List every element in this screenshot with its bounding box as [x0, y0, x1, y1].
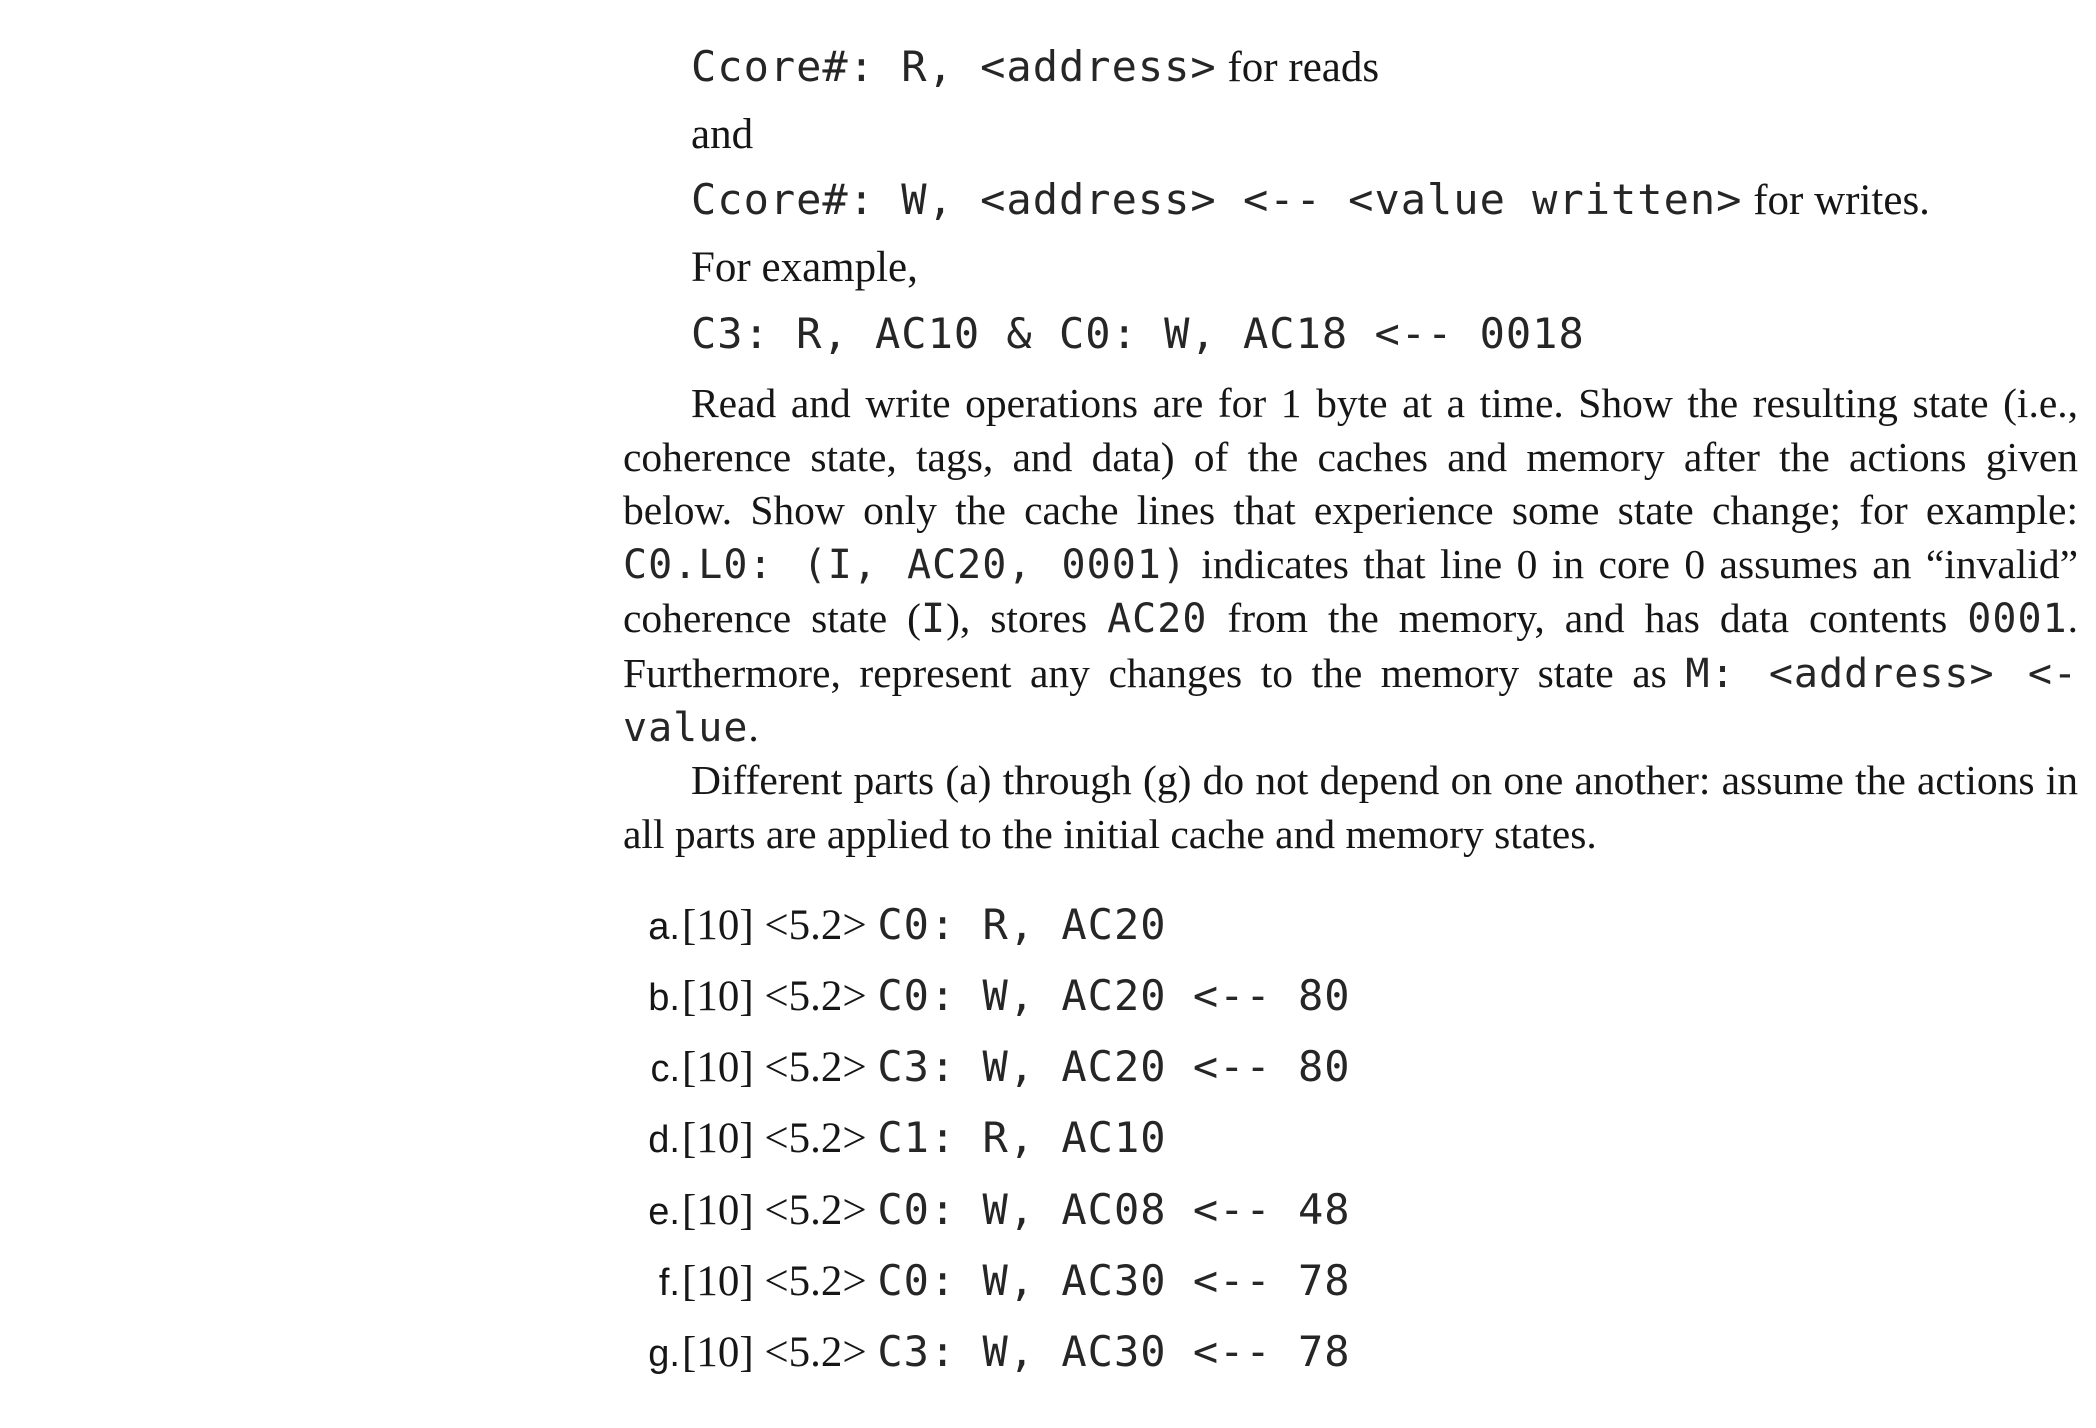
instructions-code-memory: M: <address> <- value — [623, 650, 2079, 751]
exercise-part — [620, 1327, 1351, 1376]
independence-paragraph: Different parts (a) through (g) do not depend on one another: assume the actions in all parts are applied to the initial cache and memory states. — [623, 757, 2078, 857]
part-letter: a. — [648, 906, 680, 948]
example-code: C3: R, AC10 & C0: W, AC18 <-- 0018 — [691, 309, 1585, 358]
part-points-section: [10] <5.2> — [682, 973, 867, 1020]
part-points-section: [10] <5.2> — [682, 1329, 867, 1376]
instructions-text-1: Read and write operations are for 1 byte at a time. Show the resulting state (i.e., coherence state, tags, and data) of the caches and memory after the actions given below. Show only the cache lines that experience some state change; for example: — [623, 380, 2078, 533]
part-action-code: C3: W, AC20 <-- 80 — [877, 1042, 1351, 1091]
example-label-line — [691, 246, 918, 289]
part-letter: f. — [658, 1262, 680, 1304]
instructions-code-data: 0001 — [1967, 596, 2068, 642]
part-points-section: [10] <5.2> — [682, 1187, 867, 1234]
and-line — [691, 113, 753, 156]
write-notation-code: Ccore#: W, <address> <-- <value written> — [691, 175, 1743, 224]
instructions-text-5: . Furthermore, represent any changes to the memory state as — [623, 595, 2078, 696]
part-action-code: C0: W, AC08 <-- 48 — [877, 1185, 1351, 1234]
part-points-section: [10] <5.2> — [682, 1044, 867, 1091]
exercise-part — [620, 1113, 1167, 1162]
read-notation-code: Ccore#: R, <address> — [691, 42, 1217, 91]
part-letter: g. — [648, 1333, 680, 1375]
exercise-part — [620, 971, 1351, 1020]
exercise-part — [620, 1042, 1351, 1091]
exercise-part — [620, 900, 1167, 949]
exercise-part — [620, 1185, 1351, 1234]
exercise-part — [620, 1256, 1351, 1305]
read-notation-line — [691, 42, 1380, 91]
instructions-text-4: from the memory, and has data contents — [1207, 595, 1968, 641]
part-action-code: C0: R, AC20 — [877, 900, 1167, 949]
write-notation-line — [691, 175, 1930, 224]
part-letter: c. — [650, 1048, 680, 1090]
and-text: and — [691, 111, 754, 158]
instructions-text-3: ), stores — [946, 595, 1108, 641]
part-letter: b. — [648, 977, 680, 1019]
part-points-section: [10] <5.2> — [682, 1115, 867, 1162]
read-notation-text: for reads — [1216, 44, 1380, 91]
part-action-code: C0: W, AC20 <-- 80 — [877, 971, 1351, 1020]
instructions-code-tag: AC20 — [1107, 596, 1208, 642]
write-notation-text: for writes. — [1742, 177, 1930, 224]
part-action-code: C3: W, AC30 <-- 78 — [877, 1327, 1351, 1376]
instructions-text-6: . — [748, 704, 759, 750]
part-points-section: [10] <5.2> — [682, 902, 867, 949]
part-action-code: C0: W, AC30 <-- 78 — [877, 1256, 1351, 1305]
example-label: For example, — [691, 244, 918, 291]
part-letter: d. — [648, 1119, 680, 1161]
part-points-section: [10] <5.2> — [682, 1258, 867, 1305]
instructions-text-2: indicates that line 0 in core 0 assumes an “invalid” coherence state ( — [623, 540, 2078, 641]
example-code-line — [691, 309, 1585, 358]
part-letter: e. — [648, 1191, 680, 1233]
part-action-code: C1: R, AC10 — [877, 1113, 1167, 1162]
instructions-code-state: I — [921, 596, 947, 642]
instructions-paragraph — [623, 377, 2078, 756]
instructions-code-example: C0.L0: (I, AC20, 0001) — [623, 541, 1187, 588]
